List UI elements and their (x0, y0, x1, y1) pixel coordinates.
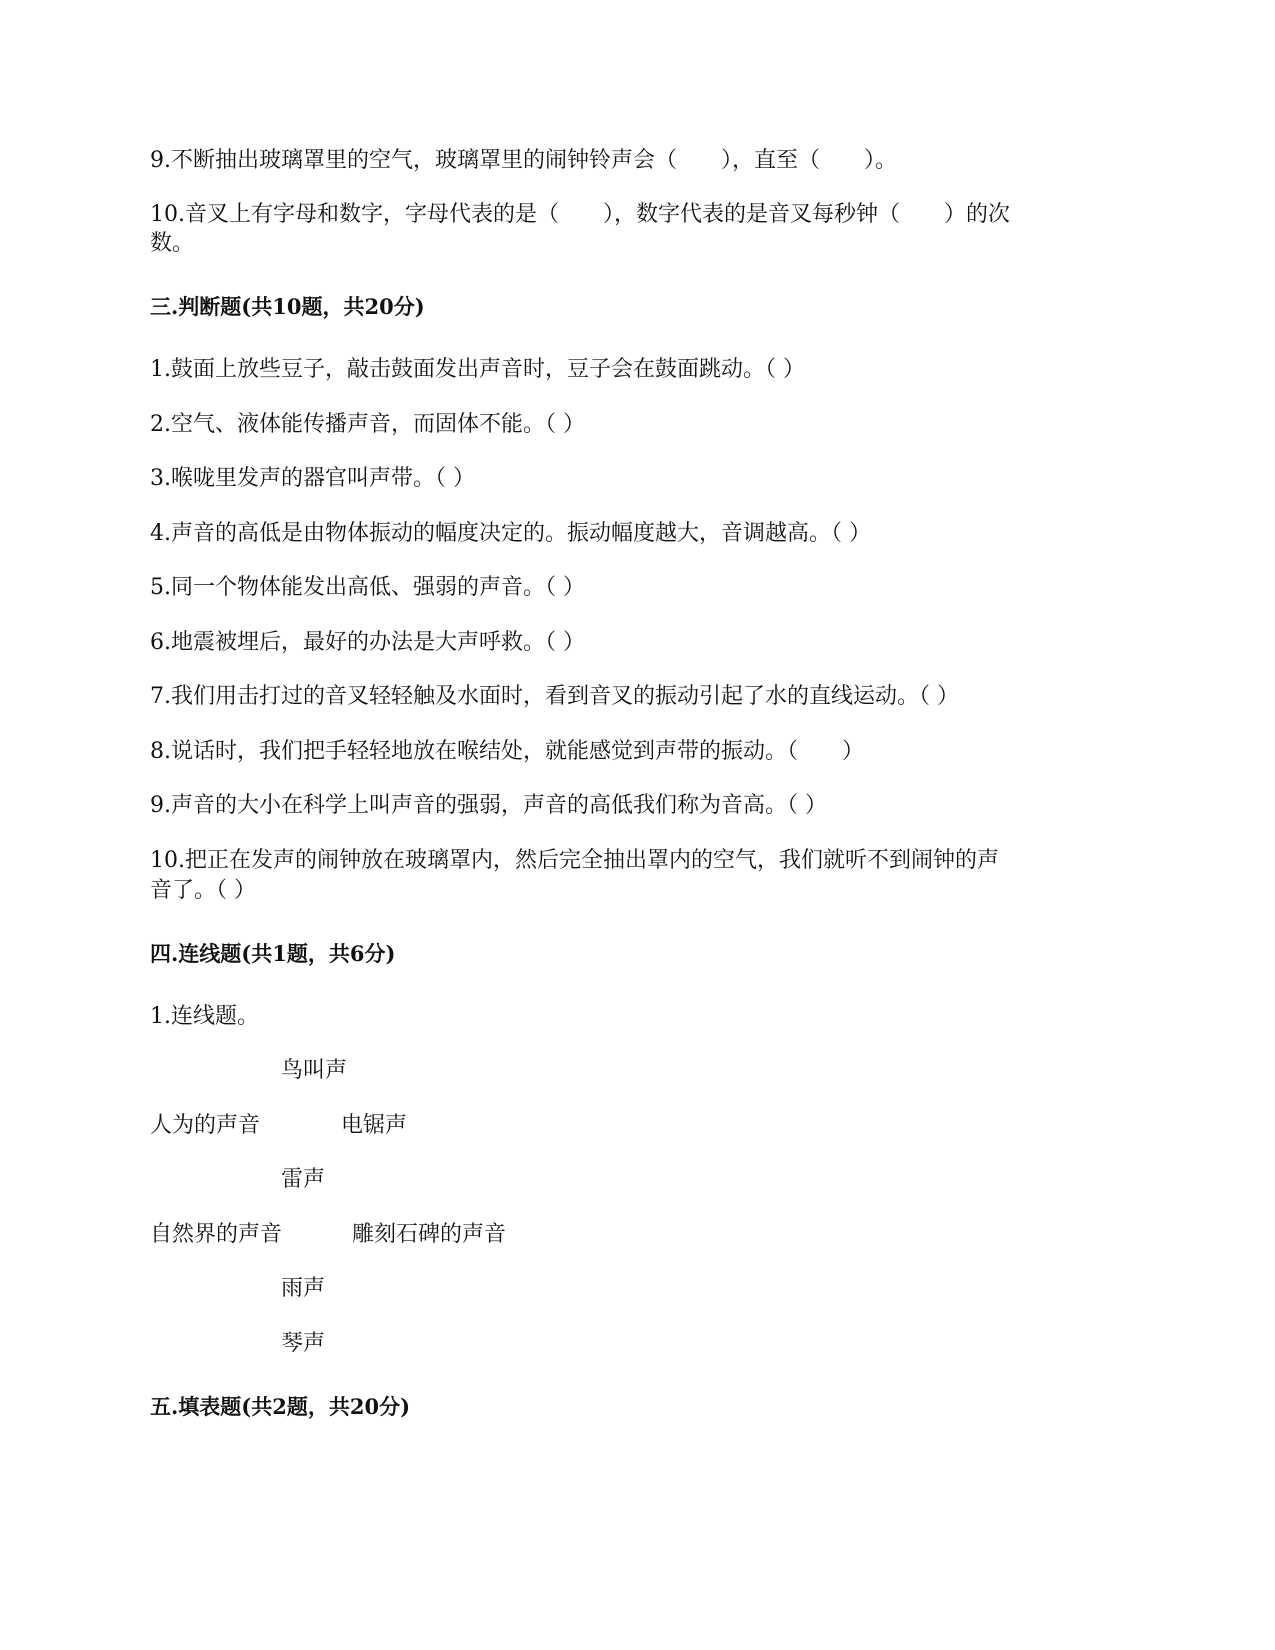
matching-left-item: 人为的声音 (150, 1113, 261, 1138)
judge-question-4: 4.声音的高低是由物体振动的幅度决定的。振动幅度越大，音调越高。（ ） (150, 521, 871, 546)
section-3-heading: 三.判断题(共10题，共20分) (150, 294, 425, 319)
fill-question-10-line2: 数。 (150, 231, 195, 256)
judge-question-8: 8.说话时，我们把手轻轻地放在喉结处，就能感觉到声带的振动。（ ） (150, 739, 864, 764)
matching-right-item: 雨声 (281, 1276, 326, 1301)
judge-question-6: 6.地震被埋后，最好的办法是大声呼救。（ ） (150, 630, 585, 655)
judge-question-10-line2: 音了。（ ） (150, 878, 256, 903)
matching-question-1: 1.连线题。 (150, 1004, 259, 1029)
judge-question-5: 5.同一个物体能发出高低、强弱的声音。（ ） (150, 575, 585, 600)
fill-question-10-line1: 10.音叉上有字母和数字，字母代表的是（ ），数字代表的是音叉每秒钟（ ）的次 (150, 202, 1010, 227)
fill-question-9: 9.不断抽出玻璃罩里的空气，玻璃罩里的闹钟铃声会（ ），直至（ ）。 (150, 148, 897, 173)
matching-right-item: 雷声 (281, 1167, 326, 1192)
matching-right-item: 雕刻石碑的声音 (352, 1222, 507, 1247)
judge-question-3: 3.喉咙里发声的器官叫声带。（ ） (150, 466, 475, 491)
judge-question-2: 2.空气、液体能传播声音，而固体不能。（ ） (150, 412, 585, 437)
matching-right-item: 琴声 (281, 1331, 326, 1356)
matching-right-item: 电锯声 (341, 1113, 408, 1138)
section-4-heading: 四.连线题(共1题，共6分) (150, 941, 396, 966)
section-5-heading: 五.填表题(共2题，共20分) (150, 1394, 411, 1419)
judge-question-10-line1: 10.把正在发声的闹钟放在玻璃罩内，然后完全抽出罩内的空气，我们就听不到闹钟的声 (150, 848, 999, 873)
matching-left-item: 自然界的声音 (150, 1222, 283, 1247)
judge-question-1: 1.鼓面上放些豆子，敲击鼓面发出声音时，豆子会在鼓面跳动。（ ） (150, 357, 805, 382)
judge-question-7: 7.我们用击打过的音叉轻轻触及水面时，看到音叉的振动引起了水的直线运动。（ ） (150, 684, 959, 709)
matching-right-item: 鸟叫声 (281, 1058, 348, 1083)
judge-question-9: 9.声音的大小在科学上叫声音的强弱，声音的高低我们称为音高。（ ） (150, 793, 827, 818)
